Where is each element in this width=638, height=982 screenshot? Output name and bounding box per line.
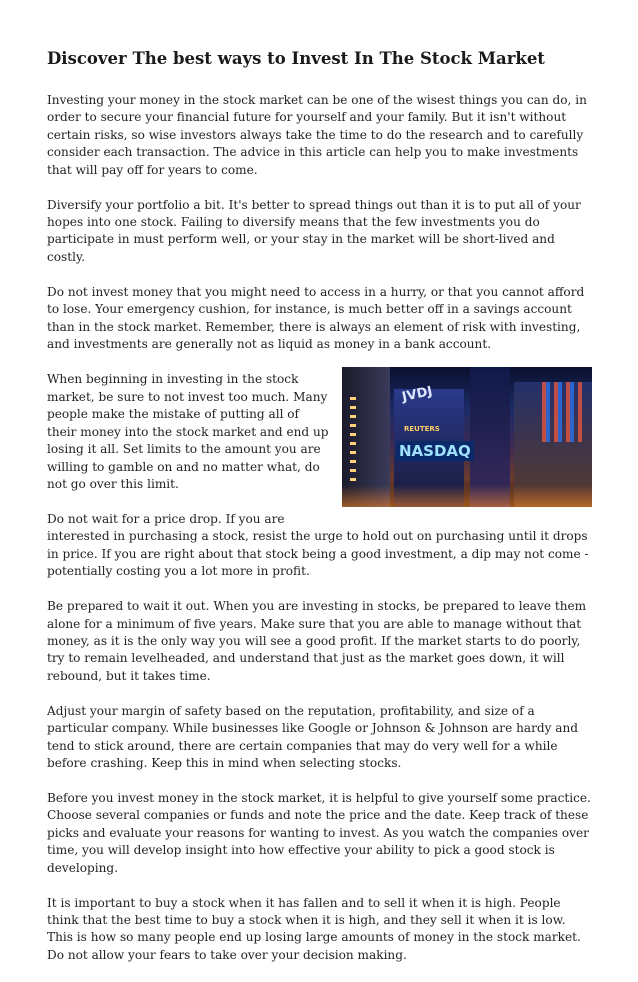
photo-sign-top: JVDJ (400, 384, 434, 406)
paragraph-price-drop: Do not wait for a price drop. If you are interested in purchasing a stock, resist the urge to hold out on purchasing until it drops in price. If you are right about that stock being a good investment, a dip may not come - potentially costing you a lot more in profit. (47, 511, 589, 579)
photo-lights-right (542, 382, 582, 442)
paragraph-margin-of-safety: Adjust your margin of safety based on the reputation, profitability, and size of a particular company. While businesses like Google or Johnson & Johnson are hardy and tend to stick around, there are certain companies that may do very well for a while before crashing. Keep this in mind when selecting stocks. (47, 703, 579, 770)
paragraph-beginning: When beginning in investing in the stock market, be sure to not invest too much. Many people make the mistake of putting all of their money into the stock market and end up losing it all. Set limits to the amount you are willing to gamble on and no matter what, do not go over this limit. (47, 372, 329, 491)
paragraph-wait-it-out: Be prepared to wait it out. When you are investing in stocks, be prepared to leave them alone for a minimum of five years. Make sure that you are able to manage without that money, as it is the only way you will see a good profit. If the market starts to do poorly, try to remain levelheaded, and understand that just as the market goes down, it will rebound, but it takes time. (47, 599, 587, 683)
paragraph-buy-low: It is important to buy a stock when it has fallen and to sell it when it is high. People think that the best time to buy a stock when it is high, and they sell it when it is low. This is how so many people end up losing large amounts of money in the stock market. Do not allow your fears to take over your decision making. (47, 895, 581, 962)
photo-sign-small: REUTERS (404, 425, 440, 434)
photo-street-glow (342, 485, 592, 507)
paragraph-diversify: Diversify your portfolio a bit. It's better to spread things out than it is to put all of your hopes into one stock. Failing to diversify means that the few investments you do participate in must perform well, or your stay in the market will be short-lived and costly. (47, 197, 581, 264)
paragraph-emergency-cushion: Do not invest money that you might need to access in a hurry, or that you cannot afford to lose. Your emergency cushion, for instance, is much better off in a savings account than in the stock market. Remember, there is always an element of risk with investing, and investments are generally not as liquid as money in a bank account. (47, 284, 585, 352)
photo-lights-left (350, 397, 356, 487)
paragraph-intro: Investing your money in the stock market can be one of the wisest things you can do, in order to secure your financial future for yourself and your family. But it isn't without certain risks, so wise investors always take the time to do the research and to carefully consider each transaction. The advice in this article can help you to make investments that will pay off for years to come. (47, 93, 587, 177)
times-square-photo (342, 367, 592, 507)
paragraph-practice: Before you invest money in the stock market, it is helpful to give yourself some practice. Choose several companies or funds and note the price and the date. Keep track of these picks and evaluate your reasons for wanting to invest. As you watch the companies over time, you will develop insight into how effective your ability to pick a good stock is developing. (47, 790, 591, 875)
photo-sign-main: NASDAQ (396, 441, 474, 461)
document-title: Discover The best ways to Invest In The Stock Market (47, 49, 545, 68)
document-page (47, 48, 592, 982)
